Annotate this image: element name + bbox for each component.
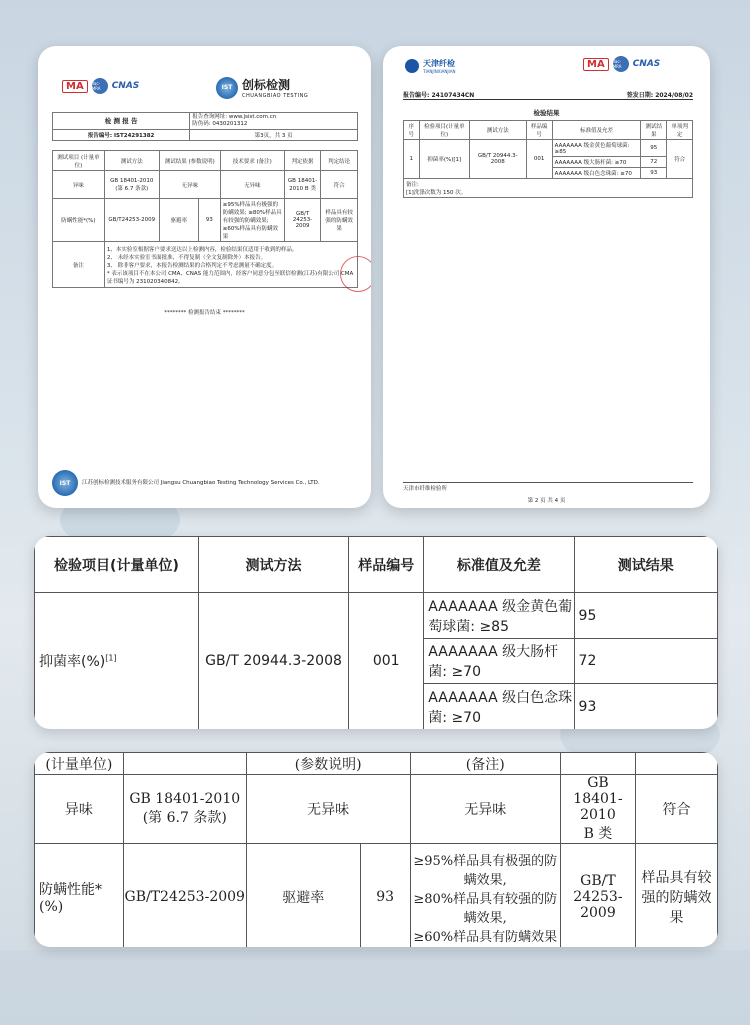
col-header — [560, 753, 635, 775]
cell: 93 — [198, 199, 220, 242]
tianjin-logo-icon — [405, 59, 419, 73]
page-info: 第3页，共 3 页 — [190, 129, 358, 140]
cell: AAAAAAA 级金黄色葡萄球菌: ≥85 — [552, 140, 641, 157]
standard-cell: AAAAAAA 级大肠杆菌: ≥70 — [424, 639, 574, 684]
standard-cell: AAAAAAA 级金黄色葡萄球菌: ≥85 — [424, 593, 574, 639]
cell: GB/T24253-2009 — [123, 844, 246, 948]
cnas-logo: CNAS — [111, 81, 140, 91]
standard-cell: AAAAAAA 级白色念珠菌: ≥70 — [424, 684, 574, 730]
ma-logo: MA — [583, 58, 609, 71]
cell: GB 18401-2010 B 类 — [284, 171, 321, 199]
red-seal — [340, 256, 371, 292]
col-header: 测试结果 — [574, 537, 717, 593]
ilac-logo: ilac-MRA — [613, 56, 629, 72]
cell: AAAAAAA 级白色念珠菌: ≥70 — [552, 168, 641, 179]
cell: 驱避率 — [159, 199, 198, 242]
left-report-document — [38, 46, 371, 508]
brand-sub: CHUANGBIAO TESTING — [242, 93, 309, 99]
result-cell: 93 — [574, 684, 717, 730]
cell: 93 — [360, 844, 410, 948]
cell: 驱避率 — [246, 844, 360, 948]
report-end-text: ******** 检测报告结束 ******** — [164, 310, 245, 316]
report-number: 报告编号: 24107434CN — [403, 92, 475, 99]
note-line: 2、 未经本实验室书面批准，不得复制（全文复制除外）本报告。 — [106, 254, 267, 261]
col-header: 样品编号 — [349, 537, 424, 593]
cell: 001 — [526, 140, 552, 179]
cell: GB/T 24253-2009 — [284, 199, 321, 242]
cell: 防螨性能*(%) — [35, 844, 124, 948]
cell: ≥95%样品具有极强的防螨效果, ≥80%样品具有较强的防螨效果, ≥60%样品具有防螨效果 — [410, 844, 560, 948]
zoom-antimite-table — [34, 752, 718, 947]
cell: 样品具有较强的防螨效果 — [321, 199, 358, 242]
col-header: 测试方法 — [469, 121, 526, 140]
sample-cell: 001 — [349, 593, 424, 730]
brand-header — [216, 76, 308, 99]
zoom-antibacterial-table — [34, 536, 718, 729]
footer-rule — [403, 482, 693, 483]
col-header: 标准值及允差 — [424, 537, 574, 593]
ilac-logo: ilac-MRA — [92, 78, 108, 94]
cell: 符合 — [667, 140, 693, 179]
page-number: 第 2 页 共 4 页 — [527, 498, 566, 504]
col-header: 单项判定 — [667, 121, 693, 140]
cell: 符合 — [636, 775, 718, 844]
footer-company: 江苏创标检测技术服务有限公司 Jiangsu Chuangbiao Testing Technology Services Co., LTD. — [82, 479, 320, 486]
tianjin-name: 天津纤检 — [423, 59, 455, 68]
col-header: 判定结论 — [321, 151, 358, 171]
col-header: (参数说明) — [246, 753, 410, 775]
cell: 无异味 — [159, 171, 220, 199]
report-meta — [403, 90, 693, 100]
cert-logos — [62, 78, 139, 94]
cell: 防螨性能*(%) — [53, 199, 105, 242]
col-header: 检验项目(计量单位) — [35, 537, 199, 593]
cell: ≥95%样品具有极强的防螨效果; ≥80%样品具有较强的防螨效果; ≥60%样品具有防螨效果 — [220, 199, 284, 242]
col-header: 标准值及允差 — [552, 121, 641, 140]
cell: 72 — [641, 157, 667, 168]
note-line: 3、 除非客户要求，本报告检测结果的合格判定不考虑测量不确定度。 — [106, 262, 278, 269]
method-cell: GB/T 20944.3-2008 — [198, 593, 348, 730]
cell: 无异味 — [410, 775, 560, 844]
col-header: 测试方法 — [198, 537, 348, 593]
ist-logo: IST — [52, 470, 78, 496]
background-blob — [0, 950, 750, 1025]
col-header: 测试结果 — [641, 121, 667, 140]
result-cell: 72 — [574, 639, 717, 684]
cell: GB 18401-2010 (第 6.7 条款) — [104, 171, 159, 199]
issue-date: 签发日期: 2024/08/02 — [626, 92, 693, 99]
cell: 异味 — [35, 775, 124, 844]
query-url: 报告查询网址: www.jsist.com.cn — [192, 114, 277, 120]
ist-logo: IST — [216, 77, 238, 99]
right-result-table — [403, 120, 693, 198]
cell: GB 18401-2010 (第 6.7 条款) — [123, 775, 246, 844]
cell: 符合 — [321, 171, 358, 199]
cnas-logo: CNAS — [632, 59, 661, 69]
left-result-table — [52, 150, 358, 288]
cell: 1 — [404, 140, 420, 179]
col-header: 判定依据 — [284, 151, 321, 171]
footer-org: 天津市纤维检验所 — [403, 486, 448, 492]
footer — [52, 470, 320, 496]
col-header: (计量单位) — [35, 753, 124, 775]
item-cell: 抑菌率(%)[1] — [35, 593, 199, 730]
antimite-table — [34, 752, 718, 947]
cell: GB 18401-2010 B 类 — [560, 775, 635, 844]
note-line: [1]洗涤次数为 150 次。 — [406, 190, 467, 196]
cell: 无异味 — [220, 171, 284, 199]
cell: 样品具有较强的防螨效果 — [636, 844, 718, 948]
report-number: 报告编号: IST24291382 — [53, 129, 190, 140]
note-line: 1、本实验室根据客户要求送达以上检测内容，检验结果仅适用于收到的样品。 — [106, 246, 298, 253]
query-code: 防伪码: 0430201312 — [192, 120, 248, 127]
notes-label: 备注 — [53, 242, 105, 288]
ma-logo: MA — [62, 80, 88, 93]
cell: 无异味 — [246, 775, 410, 844]
col-header: 样品编号 — [526, 121, 552, 140]
cell: GB/T 24253-2009 — [560, 844, 635, 948]
tianjin-sub: TIANJINXIANJIAN — [423, 69, 456, 74]
col-header: (备注) — [410, 753, 560, 775]
col-header: 测试项目 (计量单位) — [53, 151, 105, 171]
col-header — [123, 753, 246, 775]
cell: 异味 — [53, 171, 105, 199]
report-title: 检 测 报 告 — [53, 113, 190, 130]
col-header — [636, 753, 718, 775]
cell: GB/T 20944.3-2008 — [469, 140, 526, 179]
cell: AAAAAAA 级大肠杆菌: ≥70 — [552, 157, 641, 168]
cell: 95 — [641, 140, 667, 157]
col-header: 技术要求 (备注) — [220, 151, 284, 171]
tianjin-brand — [405, 58, 455, 74]
result-cell: 95 — [574, 593, 717, 639]
cell: 抑菌率(%)[1] — [419, 140, 469, 179]
col-header: 检验项目(计量单位) — [419, 121, 469, 140]
report-header-table — [52, 112, 358, 141]
notes-label: 备注: — [406, 182, 419, 188]
section-title: 检验结果 — [533, 109, 560, 117]
col-header: 测试结果 (参数说明) — [159, 151, 220, 171]
cell: 93 — [641, 168, 667, 179]
col-header: 序号 — [404, 121, 420, 140]
brand-name: 创标检测 — [242, 78, 291, 92]
col-header: 测试方法 — [104, 151, 159, 171]
right-report-document — [383, 46, 710, 508]
note-line: * 表示该项目不在本公司 CMA、CNAS 能力范围内，经客户同意分包至联信检测(江苏)有限公司 CMA 证书编号为 231020340842。 — [106, 270, 354, 285]
cell: GB/T24253-2009 — [104, 199, 159, 242]
antibacterial-table — [34, 536, 718, 729]
cert-logos — [583, 56, 660, 72]
